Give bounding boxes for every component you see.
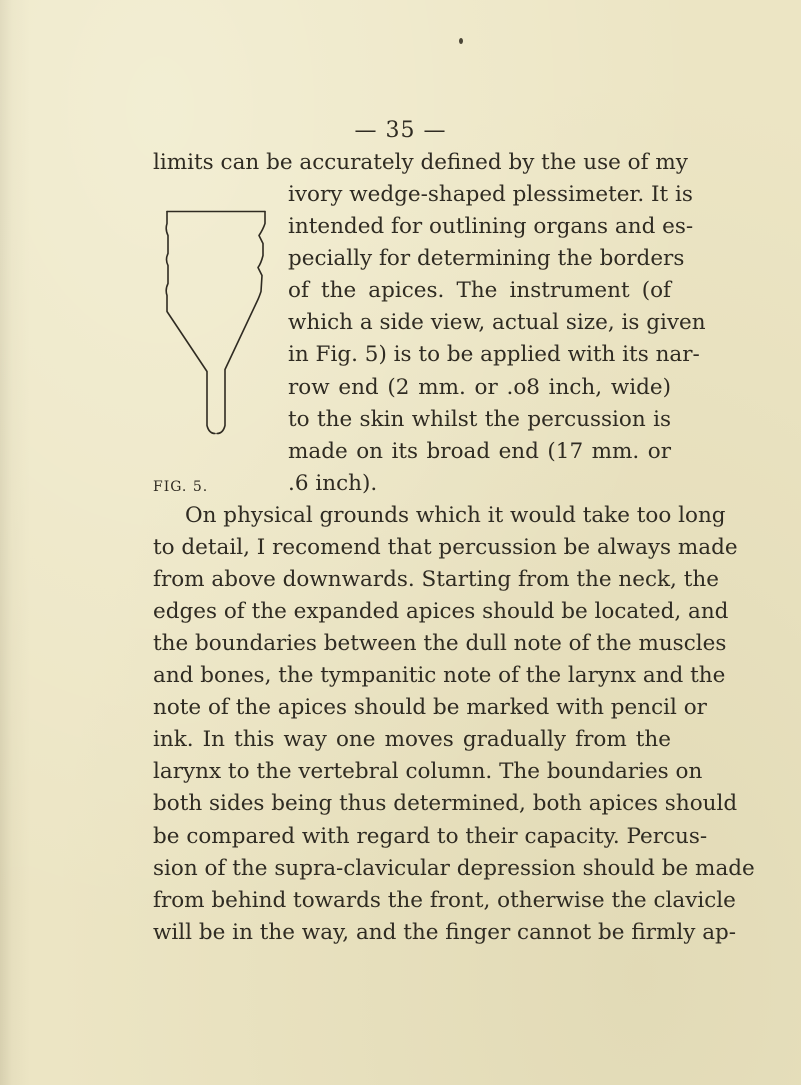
text-line: and bones, the tympanitic note of the larynx and the <box>153 663 726 688</box>
text-line: both sides being thus determined, both apices should <box>153 791 738 816</box>
text-line: larynx to the vertebral column. The boundaries on <box>153 759 703 784</box>
text-line: made on its broad end (17 mm. or <box>288 439 671 464</box>
text-line: will be in the way, and the finger cannot be firmly ap- <box>153 920 737 945</box>
text-line: to the skin whilst the percussion is <box>288 407 671 432</box>
text-line: of the apices. The instrument (of <box>288 278 671 303</box>
page-number: — 35 — <box>354 118 447 143</box>
text-line: the boundaries between the dull note of the muscles <box>153 631 727 656</box>
text-line: edges of the expanded apices should be located, and <box>153 599 729 624</box>
ink-speck <box>459 38 463 44</box>
text-line: intended for outlining organs and es- <box>288 214 694 239</box>
text-line: pecially for determining the borders <box>288 246 685 271</box>
text-line: .6 inch). <box>288 471 378 496</box>
text-line: to detail, I recomend that percussion be always made <box>153 535 738 560</box>
plessimeter-figure <box>155 176 280 467</box>
text-line: in Fig. 5) is to be applied with its nar- <box>288 342 700 367</box>
text-line: from above downwards. Starting from the neck, the <box>153 567 719 592</box>
text-line: which a side view, actual size, is given <box>288 310 706 335</box>
text-line: sion of the supra-clavicular depression should be made <box>153 856 755 881</box>
paragraph-first-line: On physical grounds which it would take too long <box>185 503 726 528</box>
text-line: note of the apices should be marked with pencil or <box>153 695 707 720</box>
figure-label: FIG. 5. <box>153 479 209 495</box>
text-line: ink. In this way one moves gradually from the <box>153 727 671 752</box>
text-line: from behind towards the front, otherwise the clavicle <box>153 888 736 913</box>
text-line: ivory wedge-shaped plessimeter. It is <box>288 182 693 207</box>
text-line: row end (2 mm. or .o8 inch, wide) <box>288 375 671 400</box>
text-line: limits can be accurately defined by the use of my <box>153 150 688 175</box>
text-line: be compared with regard to their capacity. Percus- <box>153 824 708 849</box>
